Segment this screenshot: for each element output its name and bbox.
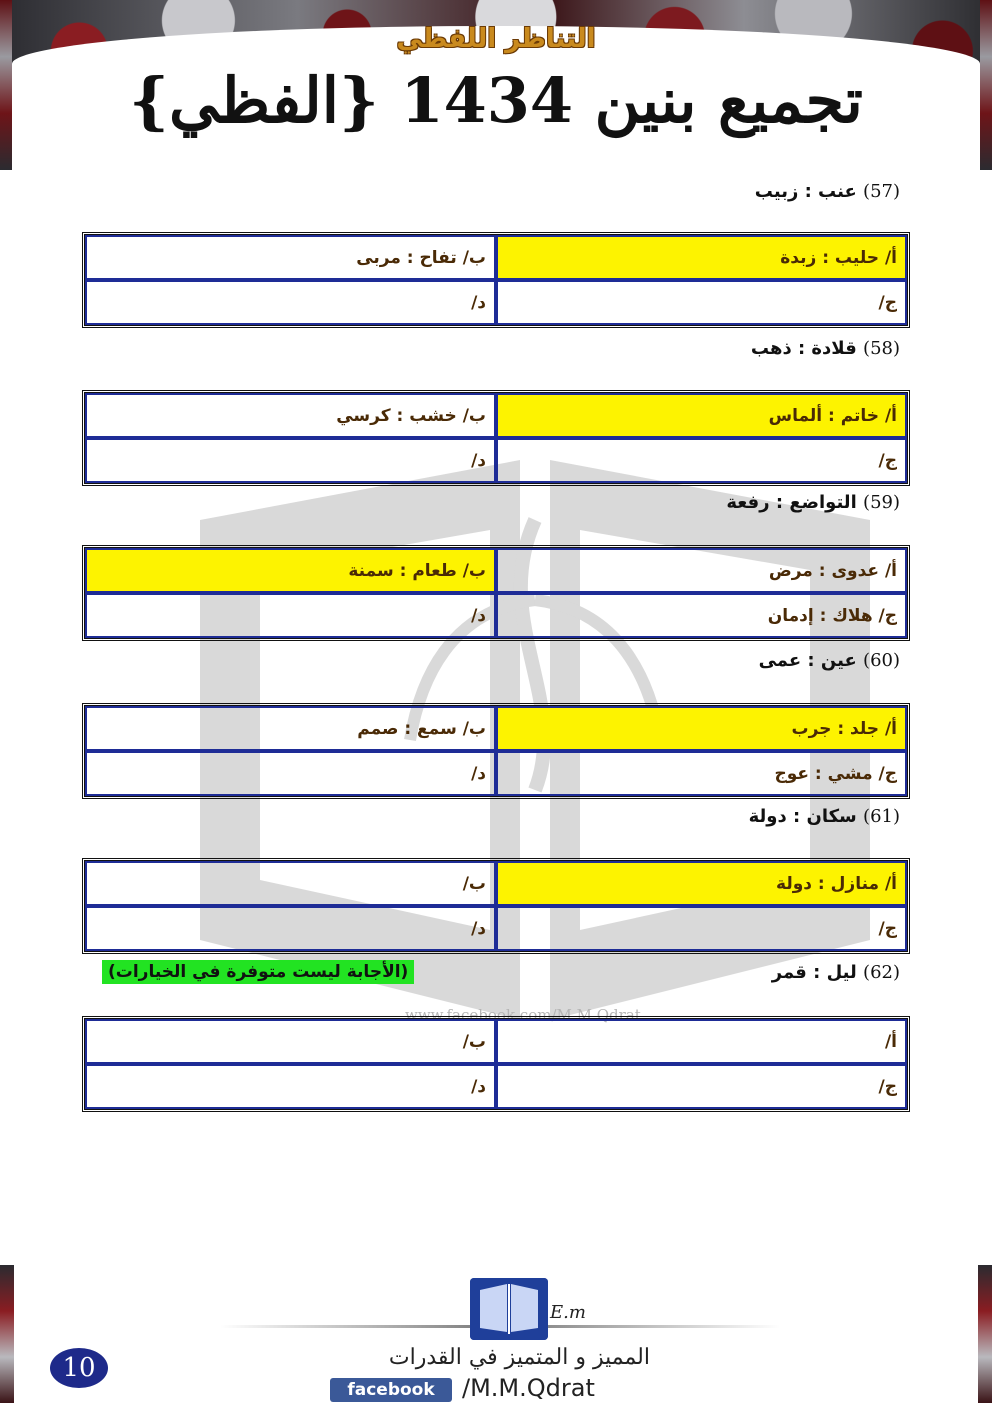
question-number: (61) <box>863 806 900 827</box>
facebook-handle[interactable]: /M.M.Qdrat <box>462 1374 595 1402</box>
option-d[interactable]: د/ <box>85 280 496 325</box>
option-c[interactable]: ج/ هلاك : إدمان <box>496 593 907 638</box>
option-c[interactable]: ج/ <box>496 438 907 483</box>
option-b[interactable]: ب/ تفاح : مربى <box>85 235 496 280</box>
question-59 <box>726 492 900 513</box>
question-text: التواضع : رفعة <box>726 492 857 513</box>
question-number: (60) <box>863 650 900 671</box>
answer-note: (الأجابة ليست متوفرة في الخيارات) <box>102 960 414 984</box>
option-c[interactable]: ج/ <box>496 906 907 951</box>
options-table-58 <box>82 390 910 486</box>
footer-tagline: المميز و المتميز في القدرات <box>388 1345 650 1370</box>
option-b[interactable]: ب/ خشب : كرسي <box>85 393 496 438</box>
option-a[interactable]: أ/ <box>496 1019 907 1064</box>
question-62 <box>772 962 900 983</box>
question-58 <box>751 338 900 359</box>
options-table-57 <box>82 232 910 328</box>
question-60 <box>759 650 900 671</box>
option-a[interactable]: أ/ حليب : زبدة <box>496 235 907 280</box>
book-logo-icon <box>470 1278 548 1340</box>
footer-brand: E.m <box>550 1302 586 1323</box>
question-text: عين : عمى <box>758 650 857 671</box>
question-number: (58) <box>863 338 900 359</box>
footer-decoration-left <box>0 1265 14 1403</box>
option-c[interactable]: ج/ <box>496 280 907 325</box>
option-a[interactable]: أ/ منازل : دولة <box>496 861 907 906</box>
watermark-url: www.facebook.com/M.M.Qdrat <box>405 1006 641 1024</box>
option-b[interactable]: ب/ طعام : سمنة <box>85 548 496 593</box>
header-banner <box>0 0 992 170</box>
question-61 <box>749 806 900 827</box>
option-b[interactable]: ب/ <box>85 1019 496 1064</box>
option-d[interactable]: د/ <box>85 751 496 796</box>
options-table-61 <box>82 858 910 954</box>
option-b[interactable]: ب/ <box>85 861 496 906</box>
option-a[interactable]: أ/ عدوى : مرض <box>496 548 907 593</box>
question-57 <box>755 181 900 202</box>
header-subtitle: التناظر اللفظي <box>396 24 596 54</box>
question-number: (62) <box>863 962 900 983</box>
page-number: 10 <box>50 1348 108 1388</box>
option-d[interactable]: د/ <box>85 438 496 483</box>
question-text: ليل : قمر <box>771 962 857 983</box>
question-text: قلادة : ذهب <box>750 338 857 359</box>
option-b[interactable]: ب/ سمع : صمم <box>85 706 496 751</box>
header-title: تجميع بنين 1434 {الفظي} <box>129 64 863 137</box>
options-table-62 <box>82 1016 910 1112</box>
option-d[interactable]: د/ <box>85 906 496 951</box>
footer-decoration-right <box>978 1265 992 1403</box>
facebook-button[interactable]: facebook <box>330 1378 452 1402</box>
question-number: (57) <box>863 181 900 202</box>
question-text: سكان : دولة <box>748 806 857 827</box>
option-a[interactable]: أ/ جلد : جرب <box>496 706 907 751</box>
option-d[interactable]: د/ <box>85 593 496 638</box>
option-a[interactable]: أ/ خاتم : ألماس <box>496 393 907 438</box>
options-table-59 <box>82 545 910 641</box>
question-text: عنب : زبيب <box>754 181 857 202</box>
options-table-60 <box>82 703 910 799</box>
option-d[interactable]: د/ <box>85 1064 496 1109</box>
question-number: (59) <box>863 492 900 513</box>
option-c[interactable]: ج/ <box>496 1064 907 1109</box>
option-c[interactable]: ج/ مشي : عوج <box>496 751 907 796</box>
